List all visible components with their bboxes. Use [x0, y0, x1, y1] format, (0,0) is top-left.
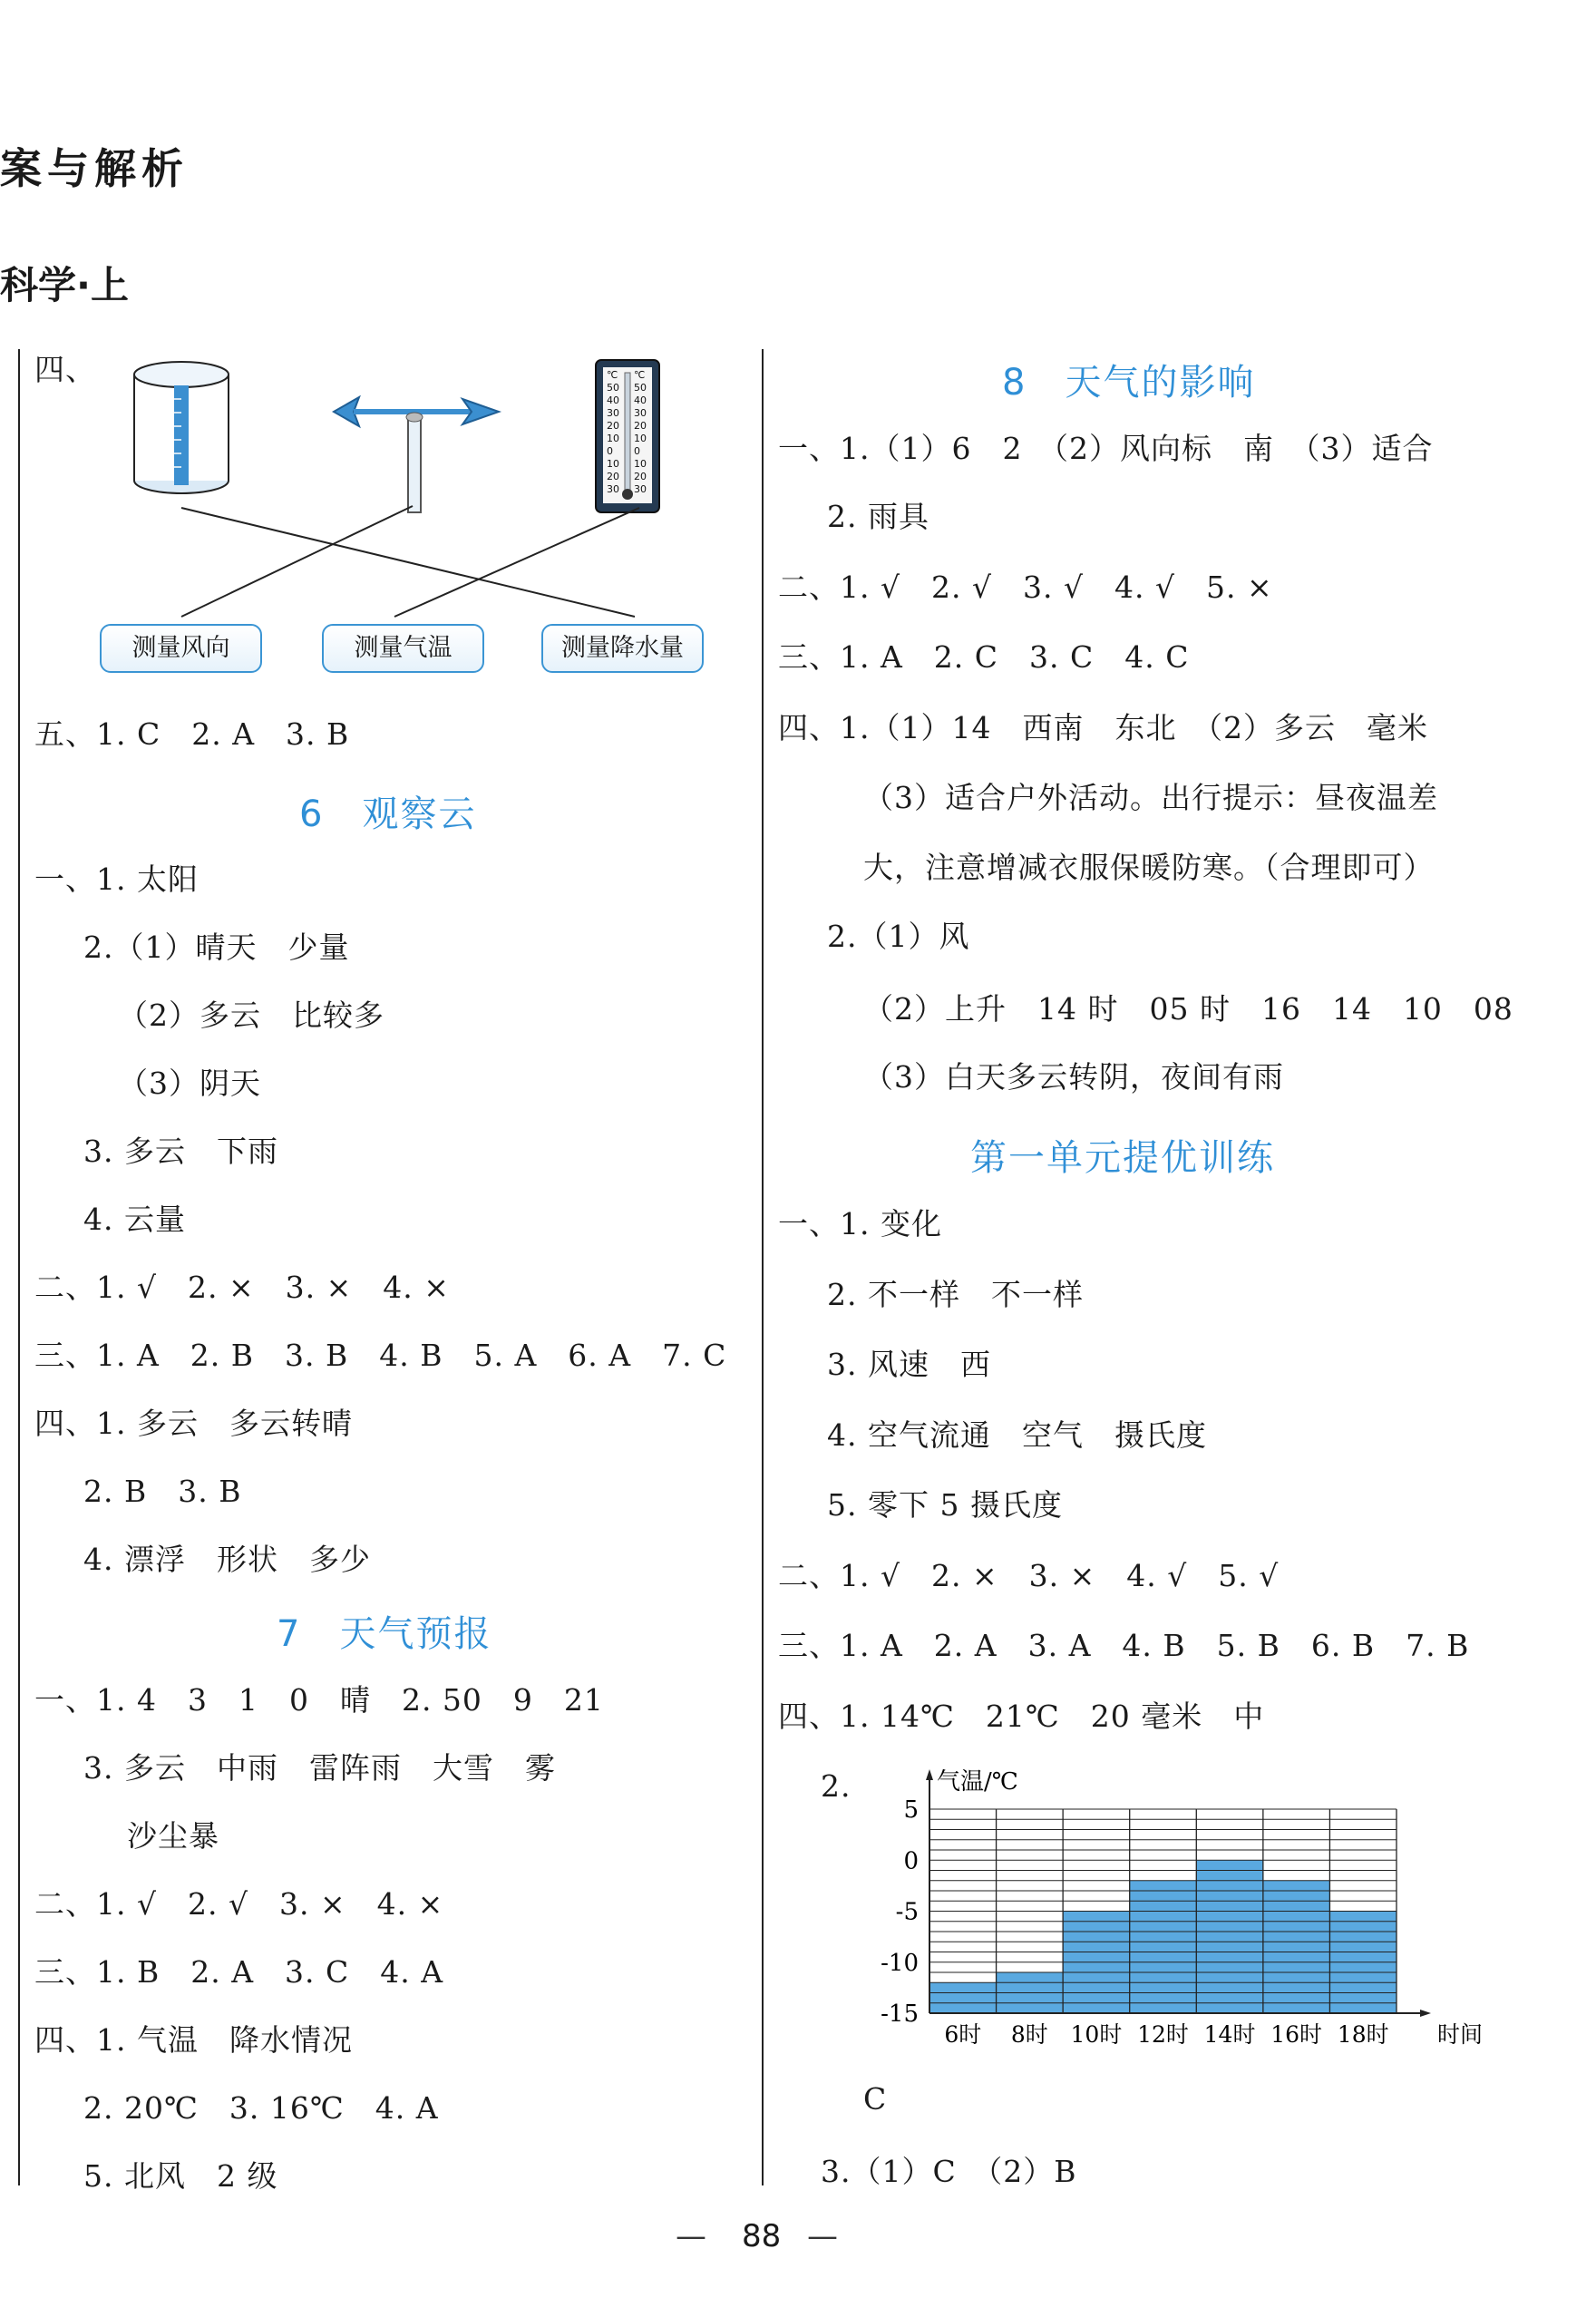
- answer-line: 二、1. √ 2. × 3. × 4. ×: [34, 1270, 450, 1305]
- page-number: 88: [742, 2218, 782, 2254]
- chart-xtick-label: 14时: [1203, 2021, 1256, 2048]
- thermometer-scale-label: 50: [634, 382, 647, 394]
- chart-bar: [1130, 1881, 1197, 2013]
- answer-line: 4. 空气流通 空气 摄氏度: [827, 1417, 1207, 1453]
- thermometer-scale-label: 20: [607, 471, 619, 482]
- answer-line: 2. 20℃ 3. 16℃ 4. A: [83, 2090, 439, 2126]
- answer-line: 一、1.（1）6 2 （2）风向标 南 （3）适合: [778, 431, 1434, 466]
- answer-line: 二、1. √ 2. × 3. × 4. √ 5. √: [778, 1558, 1280, 1593]
- answer-line: 2.（1）晴天 少量: [83, 930, 350, 965]
- chart-xtick-label: 18时: [1337, 2021, 1389, 2048]
- answer-line: 2. 雨具: [827, 499, 929, 534]
- thermometer-scale-label: 30: [634, 407, 647, 419]
- answer-line: 3. 风速 西: [827, 1347, 991, 1382]
- answer-line: 4. 云量: [83, 1202, 186, 1237]
- section-heading: 6 观察云: [299, 793, 477, 835]
- question-4-label: 四、: [34, 352, 96, 387]
- thermometer-scale-label: 0: [607, 445, 613, 457]
- answer-line: 2.（1）风: [827, 919, 970, 954]
- matching-lines: [109, 490, 762, 626]
- page-subtitle: 科学·上: [0, 263, 129, 307]
- chart-bar: [1263, 1881, 1330, 2013]
- chart-xtick-label: 6时: [944, 2021, 982, 2048]
- section-heading: 7 天气预报: [277, 1613, 492, 1655]
- thermometer-scale-label: 20: [634, 471, 647, 482]
- answer-line: 2. 不一样 不一样: [827, 1277, 1084, 1312]
- thermometer-scale-label: 40: [634, 394, 647, 406]
- answer-line: 四、1. 气温 降水情况: [34, 2022, 353, 2058]
- chart-ytick-label: 5: [903, 1796, 919, 1824]
- answer-line: 4. 漂浮 形状 多少: [83, 1542, 371, 1577]
- chart-bar: [1196, 1860, 1263, 2013]
- answer-line: C: [863, 2081, 888, 2117]
- answer-line: 大，注意增减衣服保暖防寒。（合理即可）: [863, 850, 1435, 885]
- thermometer-scale-label: 0: [634, 445, 640, 457]
- thermometer-scale-label: 10: [607, 433, 619, 444]
- section-heading: 第一单元提优训练: [970, 1137, 1275, 1179]
- label-measure-wind-direction: 测量风向: [100, 624, 262, 673]
- answer-line: （3）阴天: [118, 1066, 261, 1101]
- temperature-bar-chart: [861, 1764, 1484, 2063]
- answer-line: 2.: [821, 1768, 852, 1804]
- answer-line: 5. 零下 5 摄氏度: [827, 1487, 1063, 1523]
- label-measure-precipitation: 测量降水量: [541, 624, 704, 673]
- chart-y-arrow: [926, 1769, 933, 1780]
- footer-dash-left: —: [676, 2218, 706, 2254]
- thermometer-scale-label: 20: [634, 420, 647, 432]
- thermometer-scale-label: 10: [634, 458, 647, 470]
- thermometer-scale-label: 20: [607, 420, 619, 432]
- thermometer-scale-label: ℃: [634, 369, 646, 381]
- chart-xtick-label: 8时: [1010, 2021, 1048, 2048]
- thermometer-scale-label: 30: [607, 483, 619, 495]
- thermometer-scale-label: ℃: [607, 369, 618, 381]
- chart-ytick-label: -10: [881, 1949, 919, 1977]
- answer-line: 2. B 3. B: [83, 1474, 242, 1509]
- answer-line: （3）适合户外活动。出行提示：昼夜温差: [863, 780, 1438, 815]
- page-title: 案与解析: [0, 144, 189, 193]
- chart-x-arrow: [1420, 2010, 1431, 2017]
- answer-line: 四、1. 多云 多云转晴: [34, 1406, 353, 1441]
- chart-bar: [929, 1982, 997, 2013]
- answer-line: 二、1. √ 2. √ 3. √ 4. √ 5. ×: [778, 569, 1273, 605]
- answer-line: 一、1. 变化: [778, 1206, 942, 1241]
- chart-xtick-label: 12时: [1137, 2021, 1189, 2048]
- answer-line: 三、1. B 2. A 3. C 4. A: [34, 1954, 444, 1990]
- thermometer-scale-label: 40: [607, 394, 619, 406]
- chart-ylabel: 气温/℃: [937, 1768, 1018, 1796]
- answer-line: 3. 多云 下雨: [83, 1134, 278, 1169]
- answer-line: 三、1. A 2. B 3. B 4. B 5. A 6. A 7. C: [34, 1338, 727, 1373]
- answer-line: （2）多云 比较多: [118, 998, 384, 1033]
- answer-line: 3.（1）C （2）B: [821, 2154, 1077, 2189]
- section-heading: 8 天气的影响: [1002, 362, 1256, 404]
- rain-gauge-icon: [127, 358, 236, 503]
- answer-line: 五、1. C 2. A 3. B: [34, 716, 350, 752]
- chart-xtick-label: 10时: [1070, 2021, 1123, 2048]
- chart-xlabel: 时间: [1437, 2021, 1484, 2048]
- thermometer-scale-label: 30: [634, 483, 647, 495]
- answer-line: 三、1. A 2. A 3. A 4. B 5. B 6. B 7. B: [778, 1628, 1470, 1663]
- answer-line: 沙尘暴: [127, 1818, 219, 1854]
- answer-line: （2）上升 14 时 05 时 16 14 10 08: [863, 991, 1513, 1027]
- answer-line: （3）白天多云转阴，夜间有雨: [863, 1059, 1284, 1095]
- answer-line: 5. 北风 2 级: [83, 2158, 278, 2194]
- answer-line: 四、1. 14℃ 21℃ 20 毫米 中: [778, 1699, 1265, 1734]
- chart-xtick-label: 16时: [1270, 2021, 1323, 2048]
- center-rule: [762, 349, 764, 2185]
- label-measure-temperature: 测量气温: [322, 624, 484, 673]
- thermometer-scale-label: 30: [607, 407, 619, 419]
- thermometer-scale-label: 10: [607, 458, 619, 470]
- chart-ytick-label: -15: [881, 2000, 919, 2028]
- footer-dash-right: —: [807, 2218, 838, 2254]
- chart-ytick-label: -5: [895, 1898, 919, 1926]
- thermometer-scale-label: 10: [634, 433, 647, 444]
- left-rule: [18, 349, 20, 2185]
- answer-line: 二、1. √ 2. √ 3. × 4. ×: [34, 1886, 444, 1922]
- answer-line: 三、1. A 2. C 3. C 4. C: [778, 639, 1190, 675]
- chart-ytick-label: 0: [903, 1847, 919, 1875]
- answer-line: 一、1. 4 3 1 0 晴 2. 50 9 21: [34, 1682, 604, 1718]
- answer-line: 3. 多云 中雨 雷阵雨 大雪 雾: [83, 1750, 556, 1786]
- answer-line: 一、1. 太阳: [34, 861, 199, 897]
- thermometer-scale-label: 50: [607, 382, 619, 394]
- answer-line: 四、1.（1）14 西南 东北 （2）多云 毫米: [778, 710, 1428, 745]
